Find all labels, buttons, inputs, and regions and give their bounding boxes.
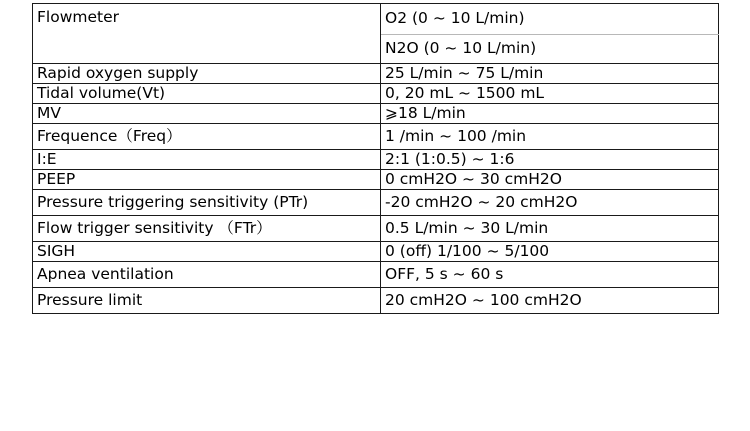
specification-table	[32, 3, 719, 314]
parameter-cell: Apnea ventilation	[33, 262, 381, 288]
table-row	[33, 150, 719, 170]
table-row	[33, 190, 719, 216]
value-cell: 0 cmH2O ~ 30 cmH2O	[381, 170, 719, 190]
table-row	[33, 262, 719, 288]
parameter-cell: Rapid oxygen supply	[33, 64, 381, 84]
parameter-cell: SIGH	[33, 242, 381, 262]
parameter-cell: Flowmeter	[33, 4, 381, 64]
table-row	[33, 242, 719, 262]
parameter-cell: PEEP	[33, 170, 381, 190]
value-cell: N2O (0 ~ 10 L/min)	[381, 35, 719, 64]
parameter-cell: MV	[33, 104, 381, 124]
value-cell: ⩾18 L/min	[381, 104, 719, 124]
value-cell: OFF, 5 s ~ 60 s	[381, 262, 719, 288]
parameter-cell: Tidal volume(Vt)	[33, 84, 381, 104]
table-row	[33, 84, 719, 104]
value-cell: 20 cmH2O ~ 100 cmH2O	[381, 288, 719, 314]
table-row	[33, 124, 719, 150]
value-cell: 0, 20 mL ~ 1500 mL	[381, 84, 719, 104]
table-row	[33, 216, 719, 242]
parameter-cell: Pressure triggering sensitivity (PTr)	[33, 190, 381, 216]
value-cell: O2 (0 ~ 10 L/min)	[381, 4, 719, 35]
parameter-cell: Pressure limit	[33, 288, 381, 314]
value-cell: 25 L/min ~ 75 L/min	[381, 64, 719, 84]
table-row	[33, 104, 719, 124]
table-row	[33, 4, 719, 35]
table-row	[33, 170, 719, 190]
value-cell: -20 cmH2O ~ 20 cmH2O	[381, 190, 719, 216]
parameter-cell: Frequence（Freq）	[33, 124, 381, 150]
parameter-cell: I:E	[33, 150, 381, 170]
table-row	[33, 288, 719, 314]
value-cell: 0.5 L/min ~ 30 L/min	[381, 216, 719, 242]
value-cell: 2:1 (1:0.5) ~ 1:6	[381, 150, 719, 170]
value-cell: 0 (off) 1/100 ~ 5/100	[381, 242, 719, 262]
value-cell: 1 /min ~ 100 /min	[381, 124, 719, 150]
table-row	[33, 64, 719, 84]
parameter-cell: Flow trigger sensitivity （FTr）	[33, 216, 381, 242]
